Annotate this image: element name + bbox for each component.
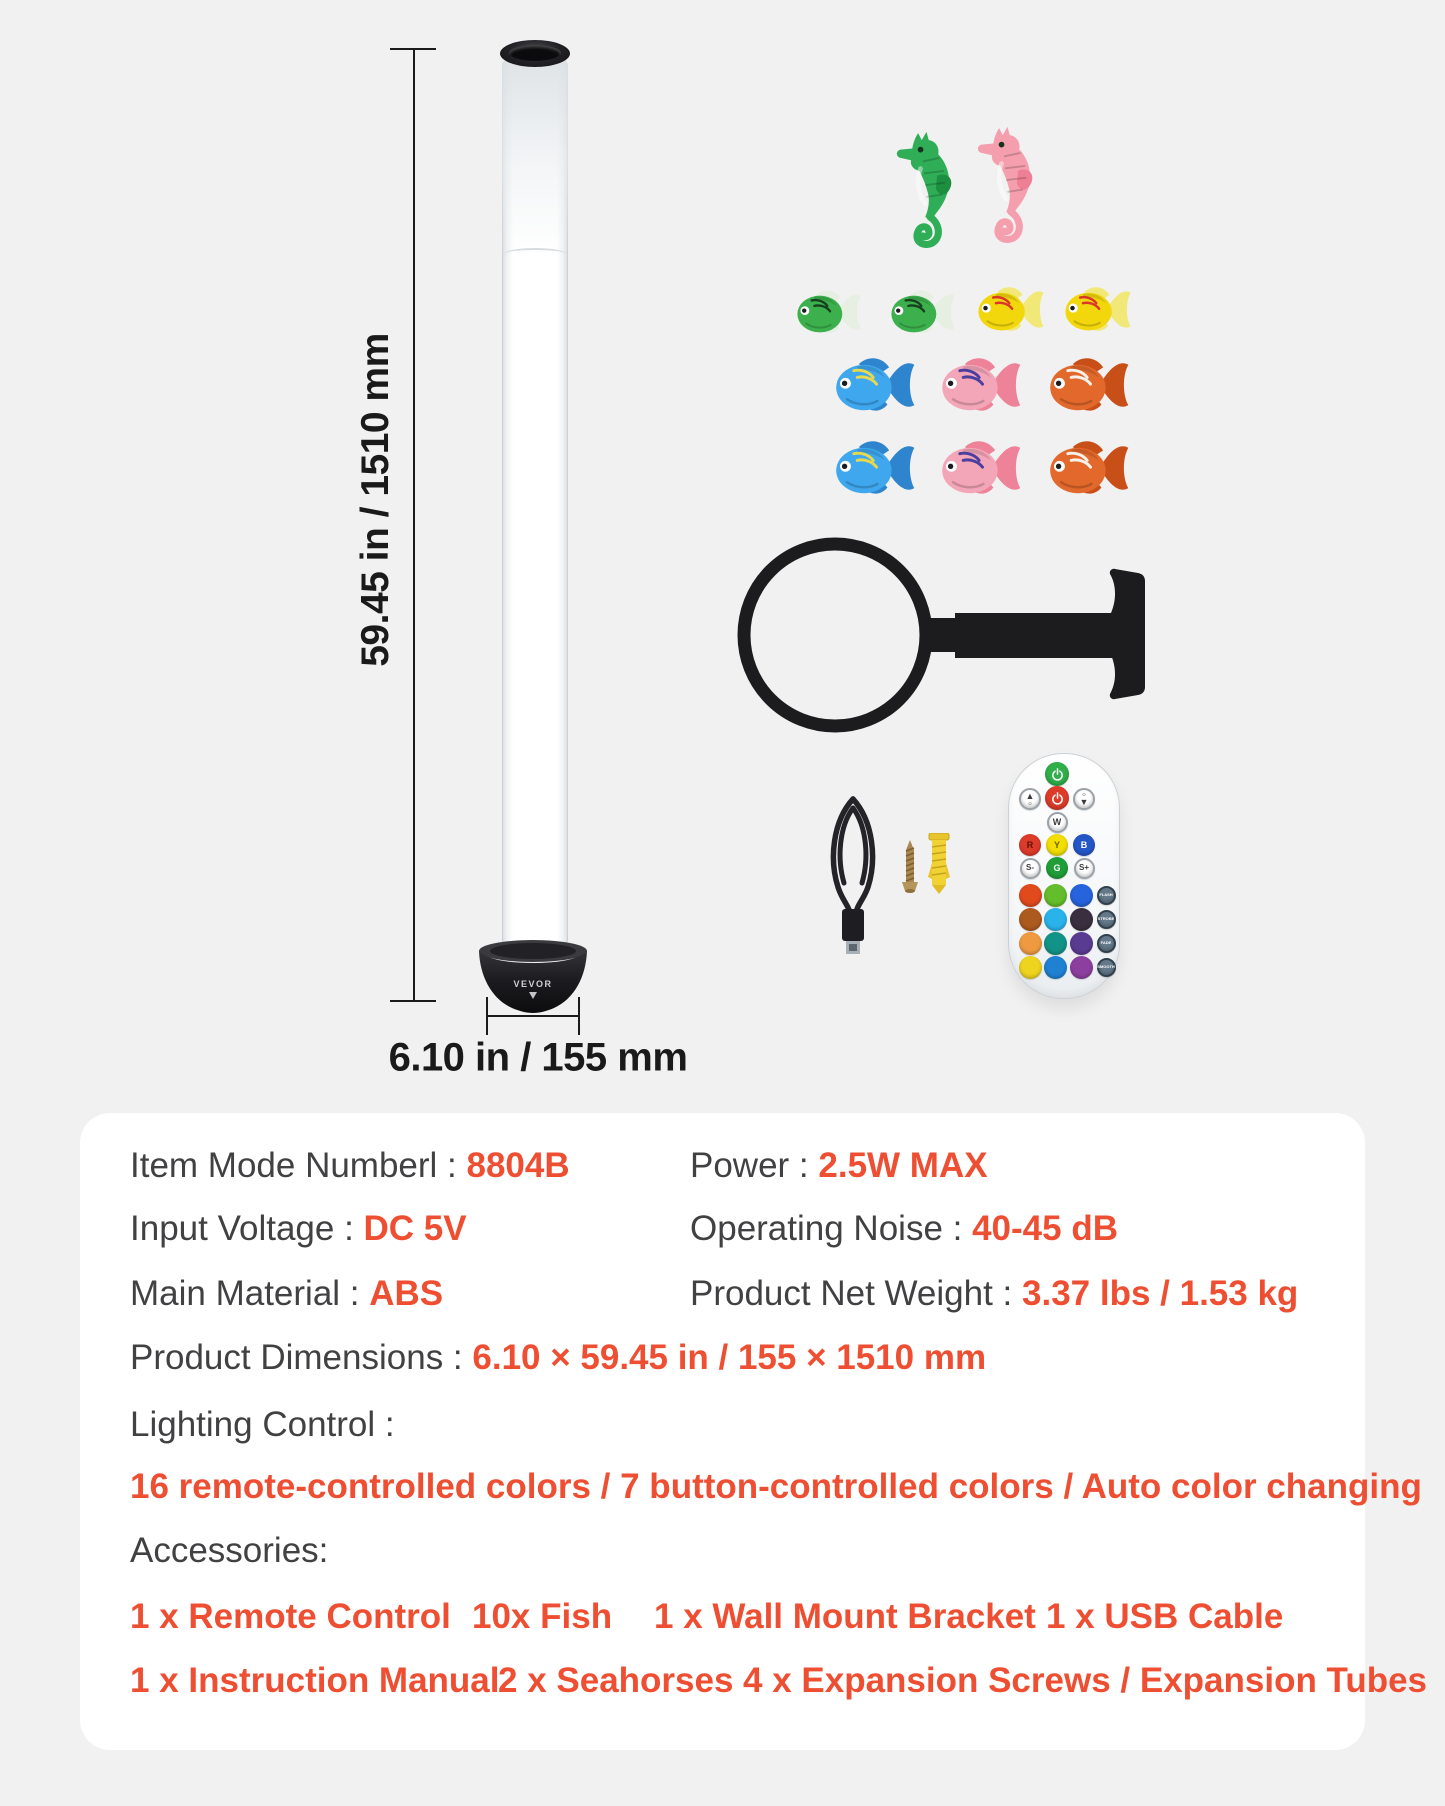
spec-item-model <box>130 1145 570 1187</box>
pink-fish-icon <box>938 435 1022 501</box>
spec-value: 2.5W MAX <box>818 1146 988 1185</box>
speed-plus-button: S+ <box>1074 858 1095 879</box>
brightness-up-button: ▲ ☼ <box>1019 788 1041 810</box>
yellow-fish-icon <box>1062 281 1132 338</box>
bracket-arm <box>955 613 1113 658</box>
red-button: R <box>1019 834 1041 856</box>
bracket-ring <box>744 544 926 726</box>
fade-button: FADE <box>1097 934 1116 953</box>
pink-fish-icon <box>938 352 1022 418</box>
green-seahorse-icon <box>893 126 967 256</box>
width-dimension-label: 6.10 in / 155 mm <box>388 1035 688 1080</box>
color-button <box>1019 908 1042 931</box>
usb-cable <box>828 793 878 958</box>
spec-value: 3.37 lbs / 1.53 kg <box>1022 1274 1299 1313</box>
wall-mount-bracket <box>733 527 1153 742</box>
color-button <box>1044 908 1067 931</box>
accessory-item: 1 x Wall Mount Bracket <box>654 1597 1036 1636</box>
spec-net-weight <box>690 1273 1298 1315</box>
spec-product-dimensions <box>130 1337 986 1379</box>
spec-label: Item Mode Numberl : <box>130 1146 467 1185</box>
height-dimension-label: 59.45 in / 1510 mm <box>354 333 397 667</box>
usb-plug <box>842 909 864 941</box>
power-off-button <box>1045 786 1069 810</box>
color-button <box>1070 956 1093 979</box>
color-button <box>1044 932 1067 955</box>
blue-button: B <box>1073 834 1095 856</box>
strobe-button: STROBE <box>1097 910 1116 929</box>
flash-button: FLASH <box>1097 886 1116 905</box>
color-button <box>1019 956 1042 979</box>
accessory-item: 4 x Expansion Screws / Expansion Tubes <box>743 1661 1428 1700</box>
spec-label: Product Net Weight : <box>690 1274 1023 1313</box>
white-button: W <box>1047 812 1068 833</box>
yellow-button: Y <box>1046 834 1068 856</box>
spec-operating-noise <box>690 1208 1118 1250</box>
spec-main-material <box>130 1273 443 1315</box>
accessory-item: 1 x Instruction Manual <box>130 1661 500 1700</box>
spec-label: Power : <box>690 1146 819 1185</box>
speed-minus-button: S- <box>1020 858 1041 879</box>
color-button <box>1070 908 1093 931</box>
spec-power <box>690 1145 988 1187</box>
orange-fish-icon <box>1046 435 1130 501</box>
spec-label: Operating Noise : <box>690 1209 973 1248</box>
color-button <box>1070 884 1093 907</box>
blue-fish-icon <box>832 435 916 501</box>
green-striped-fish-icon <box>794 285 862 339</box>
smooth-button: SMOOTH <box>1097 958 1116 977</box>
color-button <box>1019 884 1042 907</box>
spec-label: Product Dimensions : <box>130 1338 473 1377</box>
spec-value: DC 5V <box>363 1209 467 1248</box>
expansion-tube-anchor <box>928 833 950 895</box>
spec-lighting-control-value: 16 remote-controlled colors / 7 button-controlled colors / Auto color changing <box>130 1467 1422 1506</box>
spec-label: Main Material : <box>130 1274 370 1313</box>
spec-value: 8804B <box>466 1146 570 1185</box>
spec-accessories-label: Accessories: <box>130 1531 329 1570</box>
accessory-item: 10x Fish <box>472 1597 613 1636</box>
base-brand-logo: VEVOR <box>513 979 553 989</box>
accessory-item: 2 x Seahorses <box>498 1661 734 1700</box>
expansion-screw <box>898 838 922 896</box>
color-button <box>1019 932 1042 955</box>
spec-value: 6.10 × 59.45 in / 155 × 1510 mm <box>472 1338 987 1377</box>
spec-value: ABS <box>369 1274 444 1313</box>
remote-button-area <box>1009 754 1119 998</box>
bracket-connector <box>922 618 958 652</box>
power-on-button <box>1045 762 1069 786</box>
orange-fish-icon <box>1046 352 1130 418</box>
yellow-fish-icon <box>975 281 1045 338</box>
spec-card <box>80 1113 1428 1750</box>
green-button: G <box>1046 857 1068 879</box>
brightness-down-button: ☼ ▼ <box>1073 788 1095 810</box>
spec-input-voltage <box>130 1208 467 1250</box>
spec-value: 40-45 dB <box>972 1209 1118 1248</box>
spec-label: Input Voltage : <box>130 1209 364 1248</box>
color-button <box>1044 956 1067 979</box>
color-button <box>1070 932 1093 955</box>
remote-control <box>1008 753 1120 999</box>
color-button <box>1044 884 1067 907</box>
blue-fish-icon <box>832 352 916 418</box>
green-striped-fish-icon <box>888 285 956 339</box>
bracket-wall-plate <box>1110 569 1145 699</box>
pink-seahorse-icon <box>974 121 1048 251</box>
accessory-item: 1 x Remote Control <box>130 1597 451 1636</box>
spec-lighting-control-label: Lighting Control : <box>130 1405 395 1444</box>
accessory-item: 1 x USB Cable <box>1046 1597 1284 1636</box>
